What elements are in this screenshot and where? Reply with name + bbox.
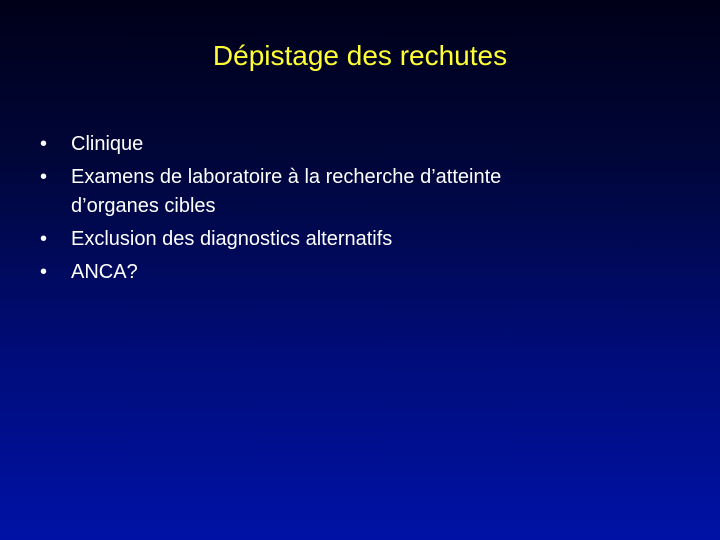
bullet-text-continuation: d’organes cibles — [71, 195, 216, 217]
bullet-icon: • — [40, 166, 48, 188]
bullet-item-examens — [40, 163, 680, 221]
bullet-icon: • — [40, 133, 48, 155]
bullet-icon: • — [40, 261, 48, 283]
bullet-text: ANCA? — [71, 261, 138, 283]
bullet-item-exclusion — [40, 225, 680, 254]
bullet-item-clinique — [40, 130, 680, 159]
bullet-text: Exclusion des diagnostics alternatifs — [71, 228, 393, 250]
bullet-item-anca — [40, 258, 680, 287]
slide-title: Dépistage des rechutes — [212, 40, 508, 71]
bullet-text: Examens de laboratoire à la recherche d’atteinte — [71, 166, 502, 188]
bullet-list — [40, 130, 680, 291]
bullet-text: Clinique — [71, 133, 144, 155]
bullet-icon: • — [40, 228, 48, 250]
